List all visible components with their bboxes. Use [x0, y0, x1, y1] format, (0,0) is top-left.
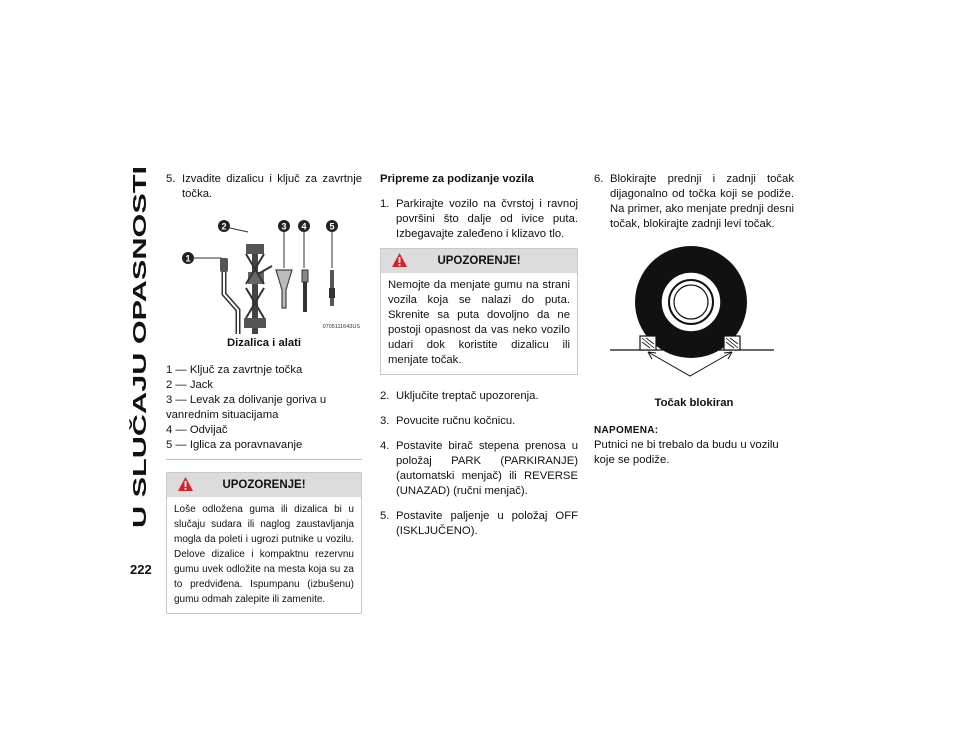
- step-text: Parkirajte vozilo na čvrstoj i ravnoj površini što dalje od ivice puta. Izbegavajte zaleđeno i klizavo tlo.: [396, 198, 578, 240]
- section-heading: Pripreme za podizanje vozila: [380, 173, 534, 185]
- blocked-wheel-illustration: [594, 242, 794, 412]
- warning-title: UPOZORENJE!: [222, 479, 306, 491]
- legend-item: 5 — Iglica za poravnavanje: [166, 439, 303, 451]
- step-number: 4.: [380, 440, 390, 452]
- column-3: [594, 172, 794, 468]
- step-text: Postavite paljenje u položaj OFF (ISKLJUČENO).: [396, 510, 578, 537]
- warning-title: UPOZORENJE!: [437, 255, 521, 267]
- warning-box: [380, 248, 578, 375]
- svg-text:3: 3: [281, 221, 287, 232]
- side-section-title: [126, 162, 154, 534]
- figure-caption: Dizalica i alati: [226, 337, 302, 349]
- list-item-step-6: [594, 172, 794, 232]
- svg-text:2: 2: [221, 221, 227, 232]
- warning-box: [166, 472, 362, 614]
- step-number: 5.: [380, 510, 390, 522]
- callout-4: [298, 220, 310, 232]
- legend-item: 3 — Levak za dolivanje goriva u vanrednim situacijama: [166, 394, 327, 421]
- step-text: Povucite ručnu kočnicu.: [396, 415, 516, 427]
- figure-caption: Točak blokiran: [654, 397, 734, 409]
- list-item-step-5: [380, 509, 578, 539]
- step-text: Uključite treptač upozorenja.: [396, 390, 539, 402]
- warning-text: Nemojte da menjate gumu na strani vozila koja se nalazi do puta. Skrenite sa puta dovoljno da ne postoji opasnost da vas neko vozilo udari dok koristite dizalicu ili menjate točak.: [388, 279, 570, 366]
- svg-text:1: 1: [185, 253, 191, 264]
- step-text: Postavite birač stepena prenosa u položaj PARK (PARKIRANJE) (automatski menjač) ili REVERSE (UNAZAD) (ručni menjač).: [396, 440, 578, 497]
- note-text: Putnici ne bi trebalo da budu u vozilu koje se podiže.: [594, 439, 779, 466]
- warning-text: Loše odložena guma ili dizalica bi u slučaju sudara ili naglog zaustavljanja mogla da poleti i ugrozi putnike u vozilu. Delove dizalice i kompaktnu rezervnu gumu uvek odložite na mesta koja su za to predviđena. Ispumpanu (izbušenu) gumu odmah zalepite ili zamenite.: [174, 504, 354, 605]
- wheel-chock-left: [640, 336, 656, 350]
- warning-triangle-icon: [177, 476, 194, 492]
- legend-item: 4 — Odvijač: [166, 424, 228, 436]
- figure-legend: [166, 363, 362, 453]
- figure-code: 0705111643US: [322, 324, 360, 330]
- wheel-chock-figure: [594, 242, 794, 412]
- note-label: NAPOMENA:: [594, 425, 659, 436]
- divider: [166, 453, 362, 460]
- legend-item: 2 — Jack: [166, 379, 214, 391]
- side-title-text: U SLUČAJU OPASNOSTI: [129, 309, 150, 528]
- column-2: [380, 172, 578, 549]
- step-number: 1.: [380, 198, 390, 210]
- legend-item: 1 — Ključ za zavrtnje točka: [166, 364, 303, 376]
- jack-tools-figure: [166, 214, 362, 334]
- jack-tools-illustration: [166, 214, 362, 334]
- callout-1: [182, 252, 194, 264]
- warning-triangle-icon: [391, 252, 408, 268]
- list-item-step-1: [380, 197, 578, 242]
- list-item-step-3: [380, 414, 578, 429]
- svg-text:5: 5: [329, 221, 335, 232]
- step-text: Blokirajte prednji i zadnji točak dijagonalno od točka koji se podiže. Na primer, ako menjate prednji desni točak, blokirajte zadnji levi točak.: [610, 173, 794, 230]
- wheel-chock-right: [724, 336, 740, 350]
- step-number: 2.: [380, 390, 390, 402]
- callout-3: [278, 220, 290, 232]
- callout-2: [218, 220, 230, 232]
- step-number: 5.: [166, 173, 176, 185]
- step-number: 3.: [380, 415, 390, 427]
- warning-header: [381, 249, 577, 273]
- list-item-step-4: [380, 439, 578, 499]
- step-text: Izvadite dizalicu i ključ za zavrtnje točka.: [182, 173, 362, 200]
- warning-header: [167, 473, 361, 497]
- callout-5: [326, 220, 338, 232]
- step-number: 6.: [594, 173, 604, 185]
- page-number: 222: [130, 562, 152, 577]
- column-1: [166, 172, 362, 614]
- svg-text:4: 4: [301, 221, 307, 232]
- list-item-step-2: [380, 389, 578, 404]
- side-title-svg: [126, 162, 154, 534]
- list-item-step-5: [166, 172, 362, 202]
